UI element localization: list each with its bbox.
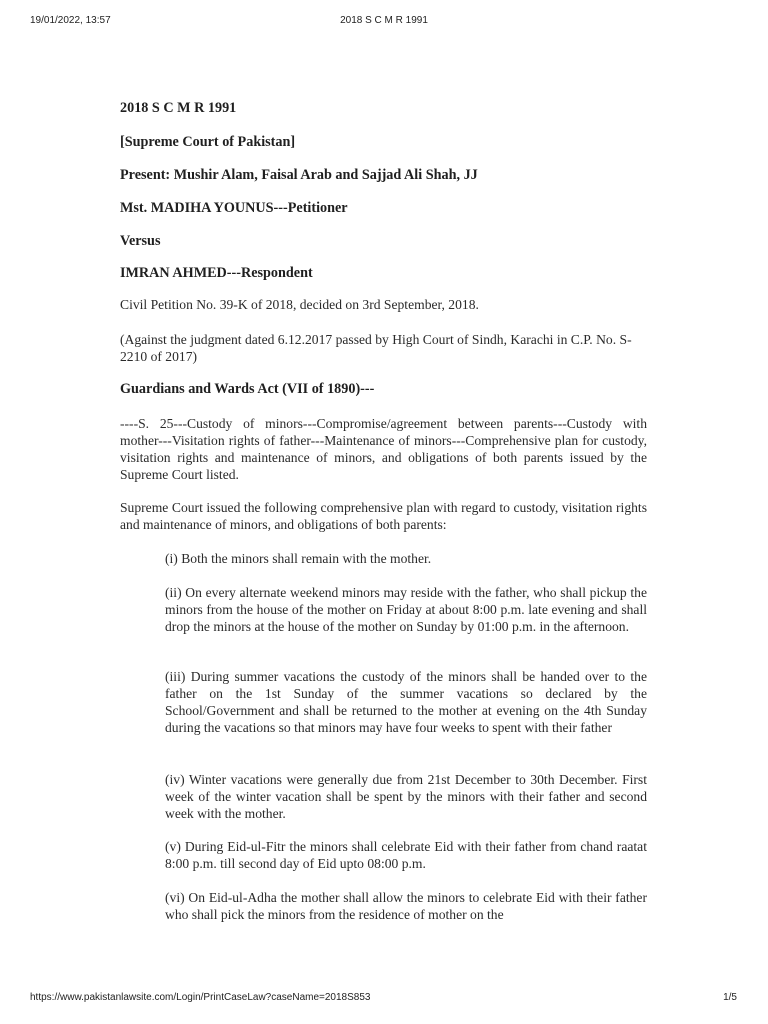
plan-item-vi: (vi) On Eid-ul-Adha the mother shall allow the minors to celebrate Eid with their father who shall pick the minors from the residence of mother on the: [165, 890, 647, 922]
source-url: https://www.pakistanlawsite.com/Login/PrintCaseLaw?caseName=2018S853: [30, 992, 371, 1003]
print-header: [0, 15, 768, 29]
bench-members: Present: Mushir Alam, Faisal Arab and Sajjad Ali Shah, JJ: [120, 167, 478, 183]
print-footer: [0, 992, 768, 1006]
summary-paragraph: Supreme Court issued the following comprehensive plan with regard to custody, visitation rights and maintenance of minors, and obligations of both parents:: [120, 500, 647, 532]
statute-heading: Guardians and Wards Act (VII of 1890)---: [120, 381, 375, 397]
citation-heading: 2018 S C M R 1991: [120, 100, 237, 116]
petitioner-name: Mst. MADIHA YOUNUS---Petitioner: [120, 200, 348, 216]
against-judgment: (Against the judgment dated 6.12.2017 passed by High Court of Sindh, Karachi in C.P. No. S-2210 of 2017): [120, 332, 632, 364]
respondent-name: IMRAN AHMED---Respondent: [120, 265, 313, 281]
plan-item-ii: (ii) On every alternate weekend minors may reside with the father, who shall pickup the minors from the house of the mother on Friday at about 8:00 p.m. late evening and shall drop the minors at the house of the mother on Sunday by 01:00 p.m. in the afternoon.: [165, 585, 647, 634]
headnote: ----S. 25---Custody of minors---Compromise/agreement between parents---Custody with mother---Visitation rights of father---Maintenance of minors---Comprehensive plan for custody, visitation rights and maintenance of minors, and obligations of both parents issued by the Supreme Court listed.: [120, 416, 647, 482]
plan-item-iv: (iv) Winter vacations were generally due from 21st December to 30th December. First week of the winter vacation shall be spent by the minors with their father and second week with the mother.: [165, 772, 647, 821]
page-number: 1/5: [723, 992, 737, 1003]
print-datetime: 19/01/2022, 13:57: [30, 15, 111, 26]
petition-info: Civil Petition No. 39-K of 2018, decided on 3rd September, 2018.: [120, 297, 479, 312]
plan-item-iii: (iii) During summer vacations the custody of the minors shall be handed over to the father on the 1st Sunday of the summer vacations so declared by the School/Government and shall be returned to the mother at evening on the 4th Sunday during the vacations so that minors may have four weeks to spent with their father: [165, 669, 647, 735]
court-name: [Supreme Court of Pakistan]: [120, 134, 296, 150]
versus-label: Versus: [120, 233, 161, 249]
plan-item-v: (v) During Eid-ul-Fitr the minors shall celebrate Eid with their father from chand raatat 8:00 p.m. till second day of Eid upto 08:00 p.m.: [165, 839, 647, 871]
plan-item-i: (i) Both the minors shall remain with the mother.: [165, 551, 432, 566]
print-title: 2018 S C M R 1991: [340, 15, 428, 26]
